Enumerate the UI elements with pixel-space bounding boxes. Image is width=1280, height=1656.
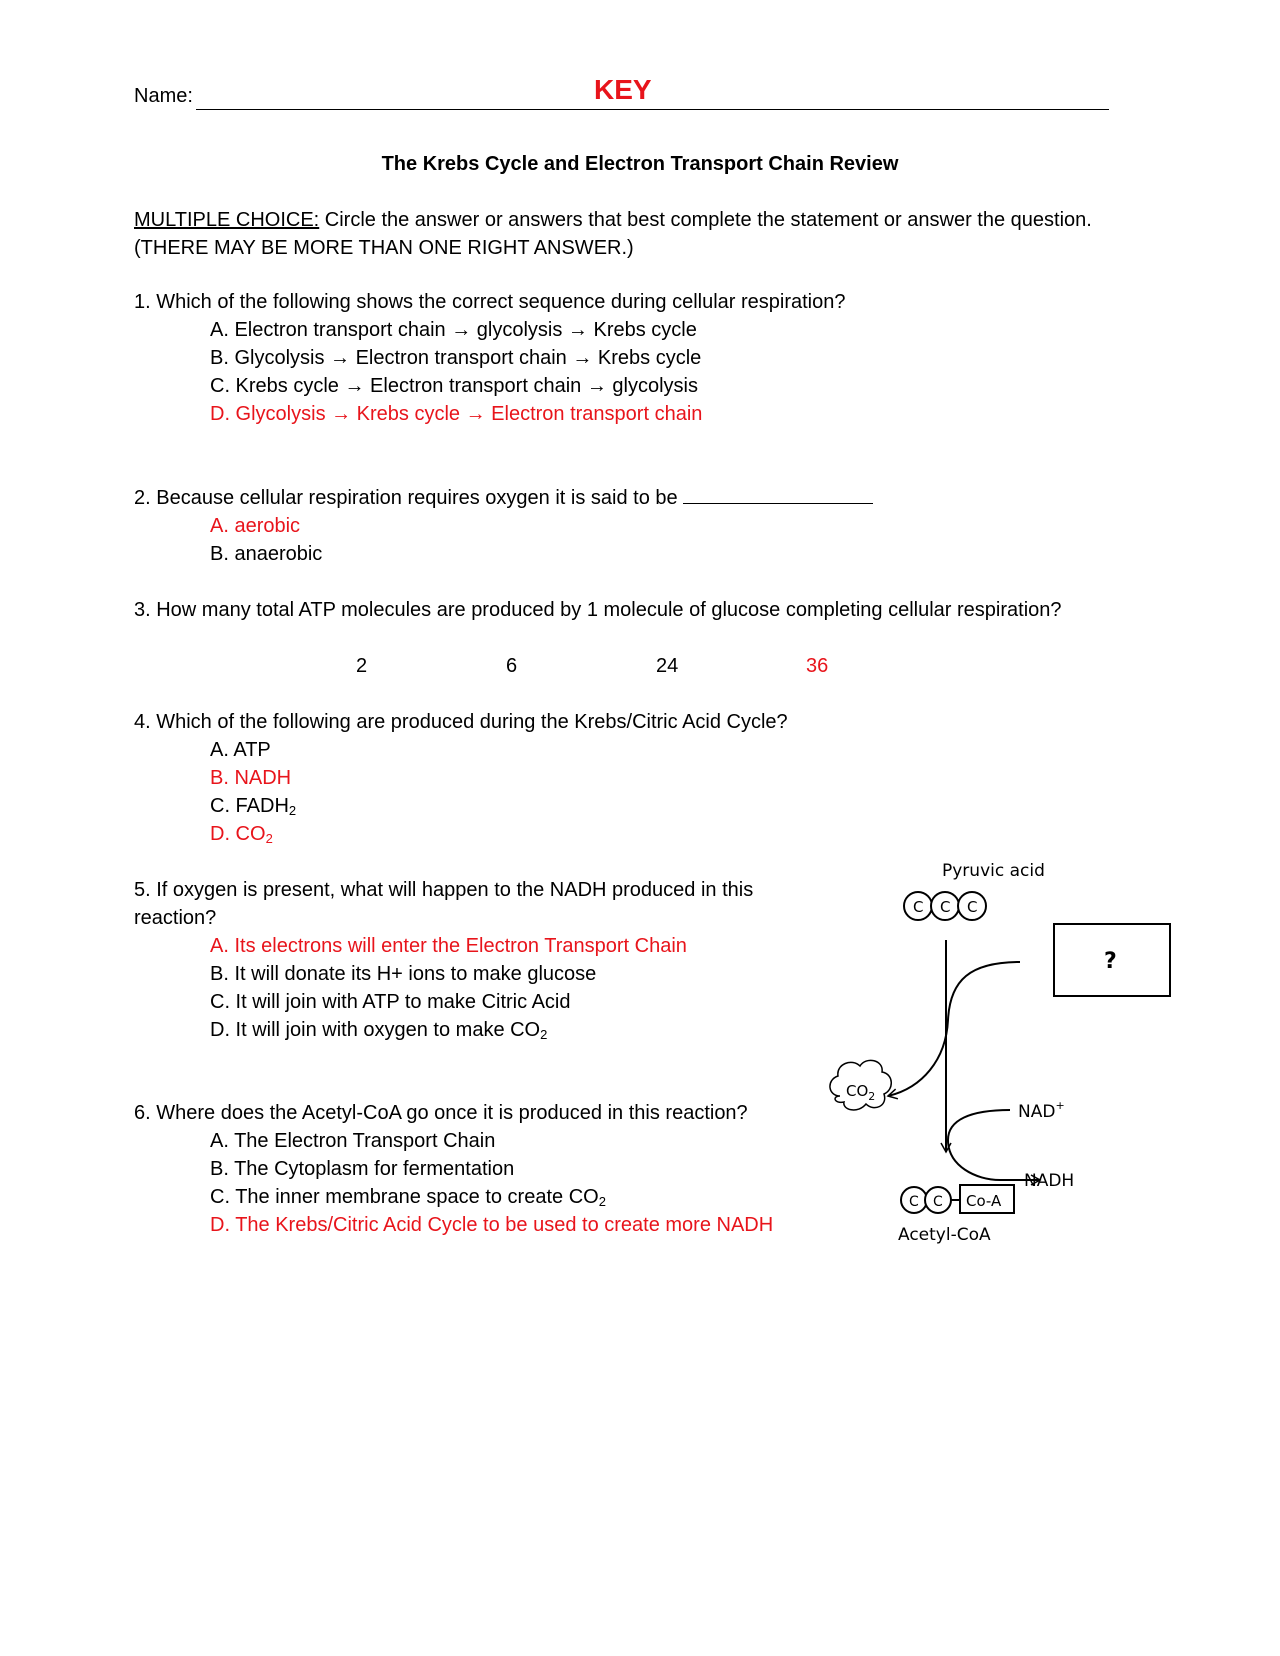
- q4-option-d-text: D. CO: [210, 823, 266, 845]
- q4-option-c-text: C. FADH: [210, 795, 289, 817]
- instructions-line2: (THERE MAY BE MORE THAN ONE RIGHT ANSWER.): [134, 237, 634, 259]
- q6-option-d[interactable]: D. The Krebs/Citric Acid Cycle to be used to create more NADH: [210, 1214, 774, 1236]
- instructions-heading: MULTIPLE CHOICE:: [134, 209, 320, 231]
- subscript: 2: [598, 1194, 606, 1209]
- q1-option-b[interactable]: B. Glycolysis → Electron transport chain → Krebs cycle: [210, 347, 702, 369]
- q2-question-text: 2. Because cellular respiration requires oxygen it is said to be: [134, 487, 684, 509]
- q6-option-a[interactable]: A. The Electron Transport Chain: [210, 1130, 496, 1152]
- instructions: [134, 206, 1092, 234]
- carbon-letter: C: [940, 898, 951, 916]
- q5-option-a[interactable]: A. Its electrons will enter the Electron Transport Chain: [210, 935, 687, 957]
- q4-question: 4. Which of the following are produced during the Krebs/Citric Acid Cycle?: [134, 711, 788, 733]
- q1-option-c[interactable]: C. Krebs cycle → Electron transport chain → glycolysis: [210, 375, 698, 397]
- q1-option-a[interactable]: A. Electron transport chain → glycolysis → Krebs cycle: [210, 319, 697, 341]
- q5-option-d[interactable]: [210, 1016, 547, 1049]
- carbon-letter: C: [909, 1194, 919, 1210]
- carbon-letter: C: [913, 898, 924, 916]
- q5-option-c[interactable]: C. It will join with ATP to make Citric Acid: [210, 991, 571, 1013]
- q5-option-b[interactable]: B. It will donate its H+ ions to make glucose: [210, 963, 597, 985]
- name-label: Name:: [134, 85, 193, 107]
- page-title: The Krebs Cycle and Electron Transport Chain Review: [381, 153, 899, 175]
- q6-question: 6. Where does the Acetyl-CoA go once it is produced in this reaction?: [134, 1102, 748, 1124]
- name-underline: [196, 109, 1109, 110]
- q3-option-6[interactable]: 6: [506, 655, 518, 677]
- nad-label: [1018, 1099, 1065, 1122]
- nad-text: NAD: [1018, 1102, 1056, 1122]
- q3-option-24[interactable]: 24: [656, 655, 679, 677]
- carbon-letter: C: [933, 1194, 943, 1210]
- q4-option-d[interactable]: [210, 820, 273, 853]
- q3-option-2[interactable]: 2: [356, 655, 368, 677]
- instructions-text: Circle the answer or answers that best complete the statement or answer the question.: [319, 209, 1092, 231]
- carbon-letter: C: [967, 898, 978, 916]
- q3-option-36[interactable]: 36: [806, 655, 829, 677]
- subscript: 2: [265, 831, 273, 846]
- q5-question-line2: reaction?: [134, 907, 217, 929]
- q6-option-b[interactable]: B. The Cytoplasm for fermentation: [210, 1158, 515, 1180]
- q2-question: [134, 484, 873, 512]
- q3-question: 3. How many total ATP molecules are produced by 1 molecule of glucose completing cellular respiration?: [134, 599, 1062, 621]
- co2-subscript: 2: [868, 1090, 876, 1103]
- q2-option-a[interactable]: A. aerobic: [210, 515, 301, 537]
- name-field[interactable]: [134, 74, 1109, 112]
- nad-superscript: +: [1055, 1099, 1065, 1112]
- q5-question-line1: 5. If oxygen is present, what will happen to the NADH produced in this: [134, 879, 754, 901]
- q1-question: 1. Which of the following shows the correct sequence during cellular respiration?: [134, 291, 846, 313]
- subscript: 2: [540, 1027, 548, 1042]
- subscript: 2: [288, 803, 297, 818]
- q6-option-c-text: C. The inner membrane space to create CO: [210, 1186, 599, 1208]
- question-mark: ?: [1104, 949, 1117, 974]
- q4-option-b[interactable]: B. NADH: [210, 767, 292, 789]
- co2-formula: CO: [846, 1082, 869, 1100]
- q5-option-d-text: D. It will join with oxygen to make CO: [210, 1019, 541, 1041]
- q4-option-a[interactable]: A. ATP: [210, 739, 271, 761]
- key-label: KEY: [594, 74, 652, 105]
- q1-option-d[interactable]: D. Glycolysis → Krebs cycle → Electron transport chain: [210, 403, 703, 425]
- pyruvate-oxidation-diagram: [800, 840, 1200, 1260]
- q2-option-b[interactable]: B. anaerobic: [210, 543, 323, 565]
- pyruvic-acid-label: Pyruvic acid: [942, 861, 1045, 881]
- co2-release-arrow: [888, 962, 1020, 1096]
- nadh-label: NADH: [1024, 1171, 1075, 1191]
- acetyl-coa-label: Acetyl-CoA: [898, 1225, 991, 1245]
- coa-label: Co-A: [966, 1192, 1002, 1210]
- q2-answer-blank[interactable]: [683, 485, 873, 504]
